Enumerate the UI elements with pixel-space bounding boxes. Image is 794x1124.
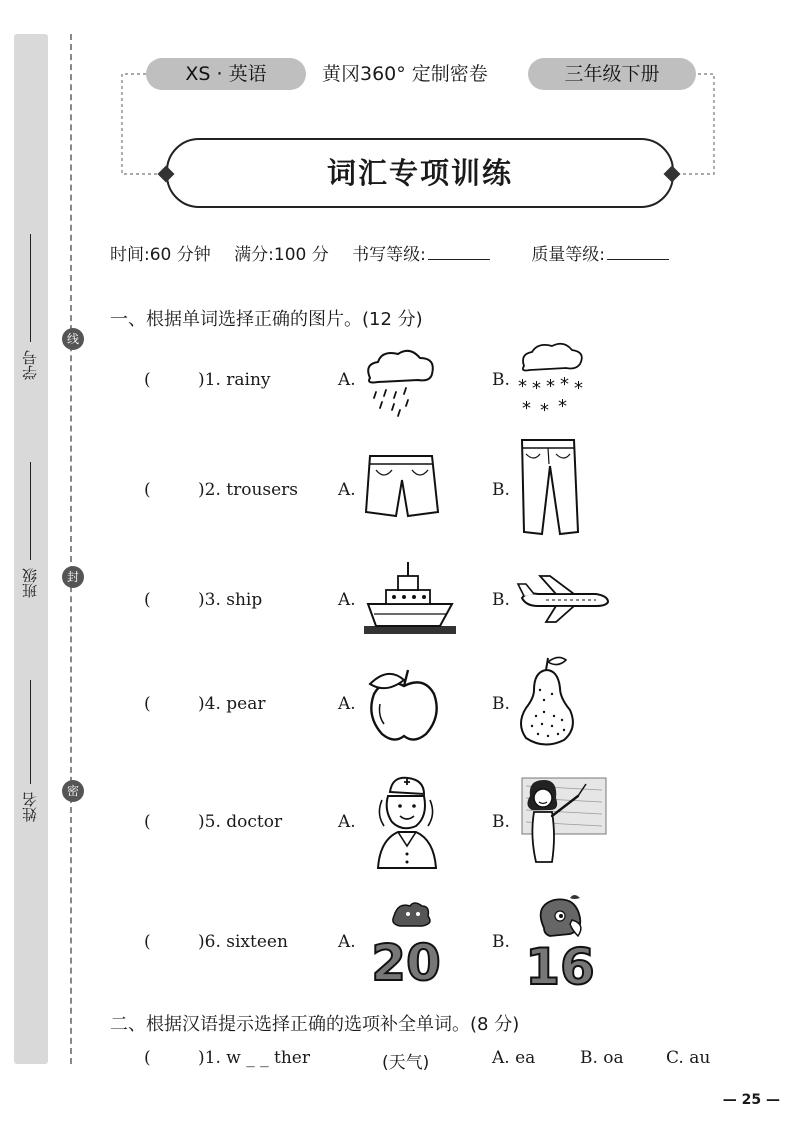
shorts-icon[interactable] — [362, 450, 442, 526]
page-number: — 25 — — [722, 1092, 780, 1108]
question-word: )1. w _ _ ther — [198, 1048, 310, 1068]
option-b-label[interactable]: B. oa — [580, 1048, 624, 1068]
svg-text:*: * — [540, 400, 549, 421]
number-20-text: 20 — [371, 934, 441, 984]
page-title: 词汇专项训练 — [326, 156, 513, 190]
student-no-label: 学号 — [21, 350, 39, 380]
seal-secret-badge: 密 — [62, 780, 84, 802]
quality-grade-blank[interactable] — [607, 245, 669, 260]
answer-paren[interactable]: ( — [144, 590, 151, 610]
svg-text:*: * — [532, 378, 541, 399]
svg-text:*: * — [522, 398, 531, 419]
answer-paren[interactable]: ( — [144, 694, 151, 714]
teacher-icon[interactable] — [516, 776, 608, 866]
seal-line-badge: 线 — [62, 328, 84, 350]
svg-text:*: * — [574, 378, 583, 399]
subject-pill: XS · 英语 — [146, 58, 306, 90]
option-a-label[interactable]: A. ea — [492, 1048, 536, 1068]
writing-grade-label: 书写等级: — [352, 245, 426, 265]
trousers-icon[interactable] — [516, 436, 582, 540]
pear-icon[interactable] — [514, 654, 580, 748]
option-b-label: B. — [492, 590, 510, 610]
quality-grade-label: 质量等级: — [531, 245, 606, 265]
answer-paren[interactable]: ( — [144, 812, 151, 832]
option-a-label: A. — [338, 590, 356, 610]
answer-paren[interactable]: ( — [144, 932, 151, 952]
apple-icon[interactable] — [364, 664, 444, 744]
question-word: )3. ship — [198, 590, 263, 610]
student-no-line — [30, 234, 31, 342]
class-label: 班级 — [21, 568, 39, 598]
series-title: 黄冈360° 定制密卷 — [322, 63, 488, 85]
option-b-label: B. — [492, 370, 510, 390]
question-word: )2. trousers — [198, 480, 299, 500]
svg-text:*: * — [546, 376, 555, 397]
answer-paren[interactable]: ( — [144, 1048, 151, 1068]
number-16-icon[interactable] — [514, 894, 604, 986]
time-info: 时间:60 分钟 — [110, 245, 211, 265]
name-label: 姓名 — [21, 792, 39, 822]
question-word: )6. sixteen — [198, 932, 288, 952]
option-b-label: B. — [492, 480, 510, 500]
number-16-text: 16 — [525, 938, 595, 986]
option-a-label: A. — [338, 812, 356, 832]
question-row — [0, 1048, 794, 1078]
nurse-doctor-icon[interactable] — [374, 770, 440, 870]
rain-cloud-icon[interactable] — [360, 348, 440, 420]
section1-heading: 一、根据单词选择正确的图片。(12 分) — [110, 309, 423, 330]
answer-paren[interactable]: ( — [144, 480, 151, 500]
airplane-icon[interactable] — [516, 572, 612, 626]
chinese-hint: (天气) — [382, 1053, 430, 1073]
svg-text:*: * — [518, 376, 527, 397]
question-word: )4. pear — [198, 694, 266, 714]
exam-info — [110, 240, 705, 265]
score-info: 满分:100 分 — [234, 245, 329, 265]
option-b-label: B. — [492, 694, 510, 714]
option-a-label: A. — [338, 480, 356, 500]
answer-paren[interactable]: ( — [144, 370, 151, 390]
writing-grade-blank[interactable] — [428, 245, 490, 260]
option-a-label: A. — [338, 932, 356, 952]
option-a-label: A. — [338, 370, 356, 390]
option-b-label: B. — [492, 932, 510, 952]
ship-icon[interactable] — [364, 560, 456, 636]
seal-seal-badge: 封 — [62, 566, 84, 588]
snow-cloud-icon[interactable] — [512, 342, 592, 426]
svg-text:*: * — [560, 374, 569, 395]
option-c-label[interactable]: C. au — [666, 1048, 711, 1068]
section2-heading: 二、根据汉语提示选择正确的选项补全单词。(8 分) — [110, 1014, 520, 1035]
svg-text:*: * — [558, 396, 567, 417]
option-a-label: A. — [338, 694, 356, 714]
grade-pill: 三年级下册 — [528, 58, 696, 90]
number-20-icon[interactable] — [364, 900, 448, 984]
question-word: )5. doctor — [198, 812, 283, 832]
question-word: )1. rainy — [198, 370, 271, 390]
option-b-label: B. — [492, 812, 510, 832]
